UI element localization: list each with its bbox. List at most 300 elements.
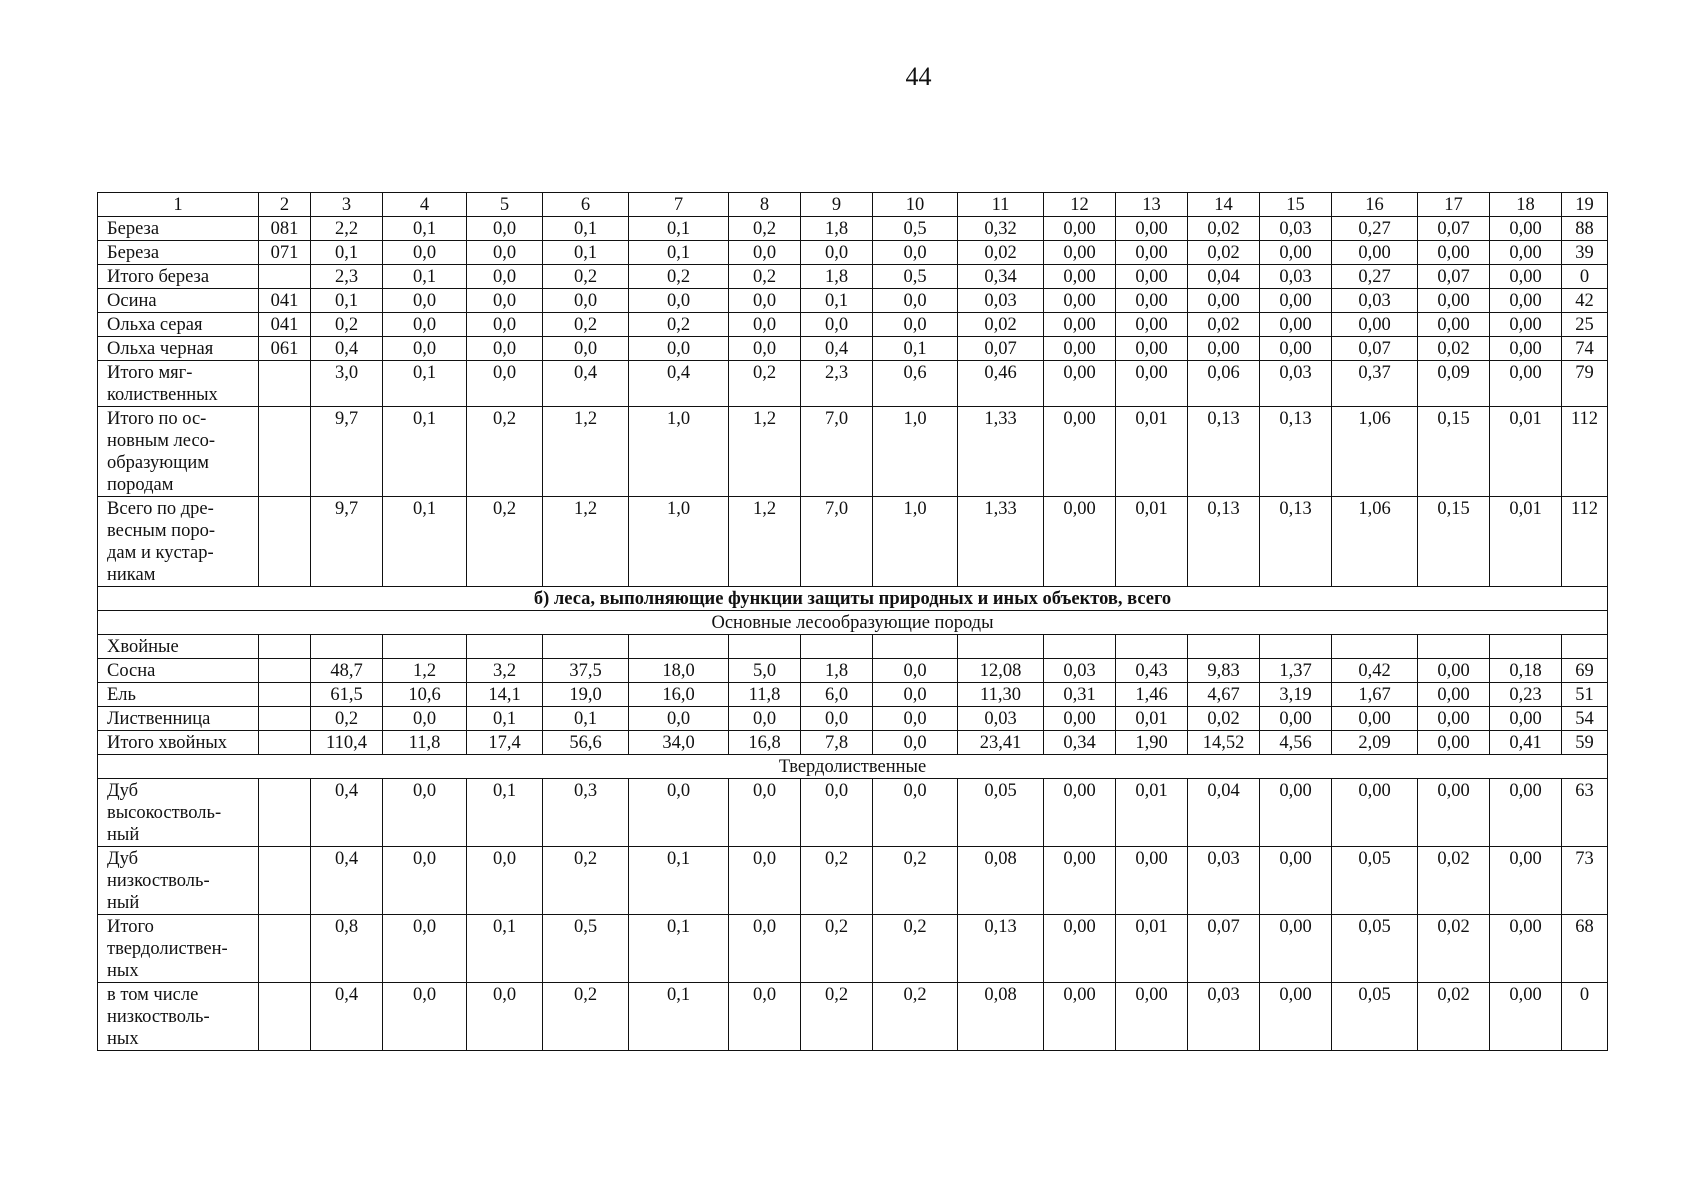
value-cell: 0,00: [1116, 983, 1188, 1051]
row-name: [98, 915, 259, 983]
value-cell: 0,00: [1188, 337, 1260, 361]
value-cell: 0,00: [1490, 217, 1562, 241]
value-cell: 0,34: [1044, 731, 1116, 755]
row-name-line: Ель: [107, 685, 136, 705]
value-cell: 0,02: [1188, 241, 1260, 265]
value-cell: 0,00: [1260, 983, 1332, 1051]
value-cell: 9,83: [1188, 659, 1260, 683]
value-cell: 39: [1562, 241, 1608, 265]
empty-cell: [1490, 635, 1562, 659]
value-cell: 9,7: [311, 497, 383, 587]
row-code: [259, 779, 311, 847]
row-code: [259, 497, 311, 587]
column-number-5: 5: [467, 193, 543, 217]
value-cell: 0,00: [1116, 241, 1188, 265]
value-cell: 0,4: [311, 983, 383, 1051]
value-cell: 0,07: [1418, 265, 1490, 289]
row-code: [259, 407, 311, 497]
value-cell: 1,8: [801, 659, 873, 683]
value-cell: 0,02: [1188, 313, 1260, 337]
row-code: 061: [259, 337, 311, 361]
row-code: [259, 361, 311, 407]
value-cell: 0,01: [1116, 707, 1188, 731]
value-cell: 0,03: [1188, 983, 1260, 1051]
value-cell: 0,07: [958, 337, 1044, 361]
value-cell: 0,2: [801, 847, 873, 915]
value-cell: 0,0: [729, 313, 801, 337]
value-cell: 16,8: [729, 731, 801, 755]
value-cell: 19,0: [543, 683, 629, 707]
value-cell: 0,15: [1418, 497, 1490, 587]
value-cell: 10,6: [383, 683, 467, 707]
value-cell: 0,0: [729, 915, 801, 983]
value-cell: 0,27: [1332, 265, 1418, 289]
row-name: [98, 241, 259, 265]
section-b-title-row: [98, 587, 1608, 611]
value-cell: 0,13: [958, 915, 1044, 983]
row-code: [259, 683, 311, 707]
value-cell: 0,01: [1490, 407, 1562, 497]
value-cell: 0,1: [383, 407, 467, 497]
value-cell: 0,1: [467, 707, 543, 731]
value-cell: 0,0: [729, 983, 801, 1051]
column-number-16: 16: [1332, 193, 1418, 217]
value-cell: 0,0: [383, 779, 467, 847]
column-number-14: 14: [1188, 193, 1260, 217]
value-cell: 1,2: [543, 407, 629, 497]
value-cell: 54: [1562, 707, 1608, 731]
column-number-2: 2: [259, 193, 311, 217]
row-name-line: высокостволь-: [107, 803, 222, 823]
value-cell: 0,01: [1116, 779, 1188, 847]
column-number-9: 9: [801, 193, 873, 217]
value-cell: 23,41: [958, 731, 1044, 755]
value-cell: 11,8: [383, 731, 467, 755]
value-cell: 0,03: [958, 707, 1044, 731]
table-row: [98, 847, 1608, 915]
value-cell: 88: [1562, 217, 1608, 241]
value-cell: 0,00: [1490, 313, 1562, 337]
row-name-line: Дуб: [107, 849, 139, 869]
value-cell: 0,02: [1188, 217, 1260, 241]
group-conifers-row: [98, 635, 1608, 659]
value-cell: 0,00: [1260, 313, 1332, 337]
value-cell: 0,00: [1490, 779, 1562, 847]
value-cell: 0,00: [1418, 779, 1490, 847]
row-name: [98, 313, 259, 337]
value-cell: 0,02: [958, 241, 1044, 265]
row-code: [259, 915, 311, 983]
value-cell: 0,01: [1490, 497, 1562, 587]
row-code: [259, 707, 311, 731]
value-cell: 0,00: [1044, 915, 1116, 983]
row-name-line: новным лесо-: [107, 431, 216, 451]
row-name-line: Итого береза: [107, 267, 210, 287]
value-cell: 0,0: [467, 337, 543, 361]
value-cell: 0,15: [1418, 407, 1490, 497]
value-cell: 42: [1562, 289, 1608, 313]
value-cell: 0,02: [958, 313, 1044, 337]
value-cell: 0,2: [629, 265, 729, 289]
table-row: [98, 289, 1608, 313]
value-cell: 0,0: [467, 241, 543, 265]
table-row: [98, 337, 1608, 361]
subsection-main: Основные лесообразующие породы: [98, 611, 1608, 635]
empty-cell: [1044, 635, 1116, 659]
value-cell: 0,8: [311, 915, 383, 983]
value-cell: 0,03: [1044, 659, 1116, 683]
value-cell: 0,0: [873, 731, 958, 755]
value-cell: 0,1: [629, 217, 729, 241]
value-cell: 0,09: [1418, 361, 1490, 407]
value-cell: 0,00: [1490, 361, 1562, 407]
subsection-hardwood-row: [98, 755, 1608, 779]
value-cell: 0: [1562, 983, 1608, 1051]
value-cell: 0,42: [1332, 659, 1418, 683]
value-cell: 0,0: [467, 217, 543, 241]
value-cell: 0,2: [311, 313, 383, 337]
value-cell: 0,0: [383, 707, 467, 731]
value-cell: 112: [1562, 497, 1608, 587]
value-cell: 0,00: [1188, 289, 1260, 313]
value-cell: 0,2: [873, 983, 958, 1051]
value-cell: 1,2: [383, 659, 467, 683]
value-cell: 0,1: [873, 337, 958, 361]
column-number-1: 1: [98, 193, 259, 217]
value-cell: 0,0: [873, 241, 958, 265]
value-cell: 0,1: [801, 289, 873, 313]
row-name-line: образующим: [107, 453, 209, 473]
value-cell: 0,4: [311, 779, 383, 847]
value-cell: 0,2: [543, 313, 629, 337]
value-cell: 0,0: [543, 289, 629, 313]
value-cell: 1,06: [1332, 407, 1418, 497]
value-cell: 0,3: [543, 779, 629, 847]
value-cell: 0,00: [1260, 779, 1332, 847]
value-cell: 0,0: [467, 265, 543, 289]
value-cell: 0,0: [801, 707, 873, 731]
row-name-line: твердолиствен-: [107, 939, 228, 959]
row-name: [98, 983, 259, 1051]
value-cell: 0,1: [629, 847, 729, 915]
value-cell: 0,0: [873, 779, 958, 847]
value-cell: 0,0: [873, 707, 958, 731]
value-cell: 0,1: [383, 497, 467, 587]
value-cell: 0,0: [873, 683, 958, 707]
empty-cell: [1188, 635, 1260, 659]
value-cell: 0,00: [1044, 361, 1116, 407]
value-cell: 0,00: [1490, 915, 1562, 983]
value-cell: 0,0: [467, 313, 543, 337]
value-cell: 34,0: [629, 731, 729, 755]
value-cell: 0,2: [311, 707, 383, 731]
row-name-line: ный: [107, 893, 140, 913]
value-cell: 0,00: [1116, 361, 1188, 407]
value-cell: 0,2: [543, 847, 629, 915]
value-cell: 0,00: [1490, 265, 1562, 289]
value-cell: 0,03: [1188, 847, 1260, 915]
value-cell: 0,00: [1044, 707, 1116, 731]
value-cell: 0,02: [1418, 337, 1490, 361]
value-cell: 0,0: [729, 707, 801, 731]
value-cell: 0,2: [543, 265, 629, 289]
value-cell: 0,00: [1418, 683, 1490, 707]
value-cell: 0,00: [1044, 983, 1116, 1051]
value-cell: 0,1: [467, 915, 543, 983]
value-cell: 68: [1562, 915, 1608, 983]
value-cell: 0,00: [1044, 407, 1116, 497]
value-cell: 0,0: [801, 313, 873, 337]
row-name: [98, 731, 259, 755]
row-name-line: породам: [107, 475, 174, 495]
value-cell: 11,8: [729, 683, 801, 707]
value-cell: 73: [1562, 847, 1608, 915]
column-number-7: 7: [629, 193, 729, 217]
value-cell: 25: [1562, 313, 1608, 337]
value-cell: 0,00: [1260, 241, 1332, 265]
value-cell: 1,8: [801, 217, 873, 241]
table-row: [98, 731, 1608, 755]
value-cell: 112: [1562, 407, 1608, 497]
value-cell: 16,0: [629, 683, 729, 707]
value-cell: 0,00: [1490, 983, 1562, 1051]
value-cell: 1,2: [729, 407, 801, 497]
value-cell: 0,04: [1188, 265, 1260, 289]
value-cell: 2,09: [1332, 731, 1418, 755]
value-cell: 0,00: [1260, 289, 1332, 313]
row-name: [98, 265, 259, 289]
empty-cell: [1260, 635, 1332, 659]
value-cell: 5,0: [729, 659, 801, 683]
value-cell: 0,0: [629, 289, 729, 313]
value-cell: 0,00: [1044, 313, 1116, 337]
empty-cell: [873, 635, 958, 659]
column-number-6: 6: [543, 193, 629, 217]
table-row: [98, 707, 1608, 731]
value-cell: 0,03: [1332, 289, 1418, 313]
value-cell: 74: [1562, 337, 1608, 361]
value-cell: 0,0: [873, 659, 958, 683]
value-cell: 0,2: [543, 983, 629, 1051]
table-row: [98, 265, 1608, 289]
value-cell: 0,00: [1116, 847, 1188, 915]
value-cell: 0,2: [729, 361, 801, 407]
value-cell: 0,00: [1418, 241, 1490, 265]
value-cell: 1,0: [629, 407, 729, 497]
value-cell: 0,05: [958, 779, 1044, 847]
row-name-line: Дуб: [107, 781, 139, 801]
value-cell: 0,6: [873, 361, 958, 407]
value-cell: 0,00: [1044, 241, 1116, 265]
column-number-18: 18: [1490, 193, 1562, 217]
empty-cell: [1332, 635, 1418, 659]
value-cell: 0,2: [873, 847, 958, 915]
value-cell: 4,67: [1188, 683, 1260, 707]
value-cell: 0,2: [467, 497, 543, 587]
value-cell: 0,0: [383, 241, 467, 265]
forest-stock-table: [97, 192, 1608, 1051]
value-cell: 0,07: [1332, 337, 1418, 361]
value-cell: 1,0: [873, 407, 958, 497]
value-cell: 7,8: [801, 731, 873, 755]
value-cell: 0,00: [1332, 707, 1418, 731]
value-cell: 0,04: [1188, 779, 1260, 847]
value-cell: 0,1: [629, 241, 729, 265]
row-name: [98, 337, 259, 361]
value-cell: 1,37: [1260, 659, 1332, 683]
subsection-main-row: [98, 611, 1608, 635]
table-row: [98, 361, 1608, 407]
value-cell: 0,00: [1332, 313, 1418, 337]
empty-cell: [629, 635, 729, 659]
row-code: 081: [259, 217, 311, 241]
row-name-line: никам: [107, 565, 156, 585]
value-cell: 0,1: [383, 265, 467, 289]
row-name: [98, 847, 259, 915]
column-number-17: 17: [1418, 193, 1490, 217]
value-cell: 17,4: [467, 731, 543, 755]
empty-cell: [958, 635, 1044, 659]
value-cell: 0,00: [1044, 497, 1116, 587]
value-cell: 0,00: [1116, 265, 1188, 289]
value-cell: 0,13: [1188, 497, 1260, 587]
column-number-13: 13: [1116, 193, 1188, 217]
value-cell: 0,1: [383, 217, 467, 241]
row-code: [259, 659, 311, 683]
value-cell: 0,18: [1490, 659, 1562, 683]
value-cell: 0,0: [729, 289, 801, 313]
value-cell: 0,13: [1188, 407, 1260, 497]
value-cell: 0,07: [1188, 915, 1260, 983]
row-name-line: низкостволь-: [107, 871, 210, 891]
value-cell: 0,0: [729, 847, 801, 915]
value-cell: 0,5: [873, 217, 958, 241]
value-cell: 0,0: [629, 337, 729, 361]
value-cell: 0,46: [958, 361, 1044, 407]
value-cell: 110,4: [311, 731, 383, 755]
page-number: 44: [905, 62, 932, 91]
value-cell: 2,3: [311, 265, 383, 289]
row-code: [259, 983, 311, 1051]
table-row: [98, 497, 1608, 587]
value-cell: 0,00: [1490, 847, 1562, 915]
value-cell: 0,43: [1116, 659, 1188, 683]
table-row: [98, 983, 1608, 1051]
row-code: 071: [259, 241, 311, 265]
empty-cell: [311, 635, 383, 659]
column-number-3: 3: [311, 193, 383, 217]
table-row: [98, 313, 1608, 337]
empty-cell: [1418, 635, 1490, 659]
value-cell: 18,0: [629, 659, 729, 683]
value-cell: 1,33: [958, 497, 1044, 587]
value-cell: 0,0: [543, 337, 629, 361]
row-name-line: ный: [107, 825, 140, 845]
value-cell: 1,2: [729, 497, 801, 587]
value-cell: 0,4: [543, 361, 629, 407]
value-cell: 7,0: [801, 407, 873, 497]
row-code: [259, 731, 311, 755]
empty-cell: [729, 635, 801, 659]
row-name-line: дам и кустар-: [107, 543, 214, 563]
value-cell: 3,2: [467, 659, 543, 683]
value-cell: 0,1: [543, 707, 629, 731]
value-cell: 51: [1562, 683, 1608, 707]
value-cell: 0,1: [629, 915, 729, 983]
value-cell: 0,05: [1332, 847, 1418, 915]
value-cell: 0,00: [1418, 659, 1490, 683]
value-cell: 0,02: [1418, 915, 1490, 983]
value-cell: 0,00: [1260, 915, 1332, 983]
value-cell: 0,00: [1044, 217, 1116, 241]
value-cell: 1,0: [629, 497, 729, 587]
value-cell: 1,90: [1116, 731, 1188, 755]
row-name-line: ных: [107, 1029, 139, 1049]
value-cell: 0,0: [467, 983, 543, 1051]
value-cell: 0,03: [1260, 361, 1332, 407]
row-name: [98, 289, 259, 313]
value-cell: 0,2: [729, 217, 801, 241]
row-name: [98, 497, 259, 587]
value-cell: 0,0: [729, 241, 801, 265]
value-cell: 0,05: [1332, 983, 1418, 1051]
value-cell: 0,00: [1044, 289, 1116, 313]
value-cell: 0,08: [958, 847, 1044, 915]
value-cell: 0,03: [958, 289, 1044, 313]
value-cell: 1,67: [1332, 683, 1418, 707]
value-cell: 0,0: [629, 779, 729, 847]
value-cell: 4,56: [1260, 731, 1332, 755]
value-cell: 0,2: [629, 313, 729, 337]
value-cell: 1,8: [801, 265, 873, 289]
row-name: [98, 361, 259, 407]
value-cell: 14,1: [467, 683, 543, 707]
value-cell: 0,02: [1418, 983, 1490, 1051]
row-name-line: низкостволь-: [107, 1007, 210, 1027]
value-cell: 0,00: [1490, 289, 1562, 313]
table-row: [98, 683, 1608, 707]
value-cell: 12,08: [958, 659, 1044, 683]
value-cell: 0,13: [1260, 407, 1332, 497]
row-name-line: ных: [107, 961, 139, 981]
value-cell: 0,1: [543, 217, 629, 241]
section-b-title: б) леса, выполняющие функции защиты природных и иных объектов, всего: [98, 587, 1608, 611]
empty-cell: [383, 635, 467, 659]
value-cell: 0,2: [801, 983, 873, 1051]
value-cell: 9,7: [311, 407, 383, 497]
value-cell: 0,00: [1260, 337, 1332, 361]
value-cell: 0,5: [873, 265, 958, 289]
value-cell: 0,00: [1332, 241, 1418, 265]
row-name-line: колиственных: [107, 385, 218, 405]
value-cell: 0,00: [1490, 241, 1562, 265]
subsection-hardwood: Твердолиственные: [98, 755, 1608, 779]
value-cell: 14,52: [1188, 731, 1260, 755]
value-cell: 0,00: [1418, 707, 1490, 731]
column-number-12: 12: [1044, 193, 1116, 217]
table-row: [98, 779, 1608, 847]
row-name-line: Итого по ос-: [107, 409, 207, 429]
value-cell: 0,00: [1116, 289, 1188, 313]
column-number-8: 8: [729, 193, 801, 217]
value-cell: 0,0: [873, 289, 958, 313]
value-cell: 0,01: [1116, 915, 1188, 983]
row-name: [98, 407, 259, 497]
value-cell: 0,0: [383, 289, 467, 313]
value-cell: 0,2: [729, 265, 801, 289]
value-cell: 1,33: [958, 407, 1044, 497]
table-row: [98, 659, 1608, 683]
